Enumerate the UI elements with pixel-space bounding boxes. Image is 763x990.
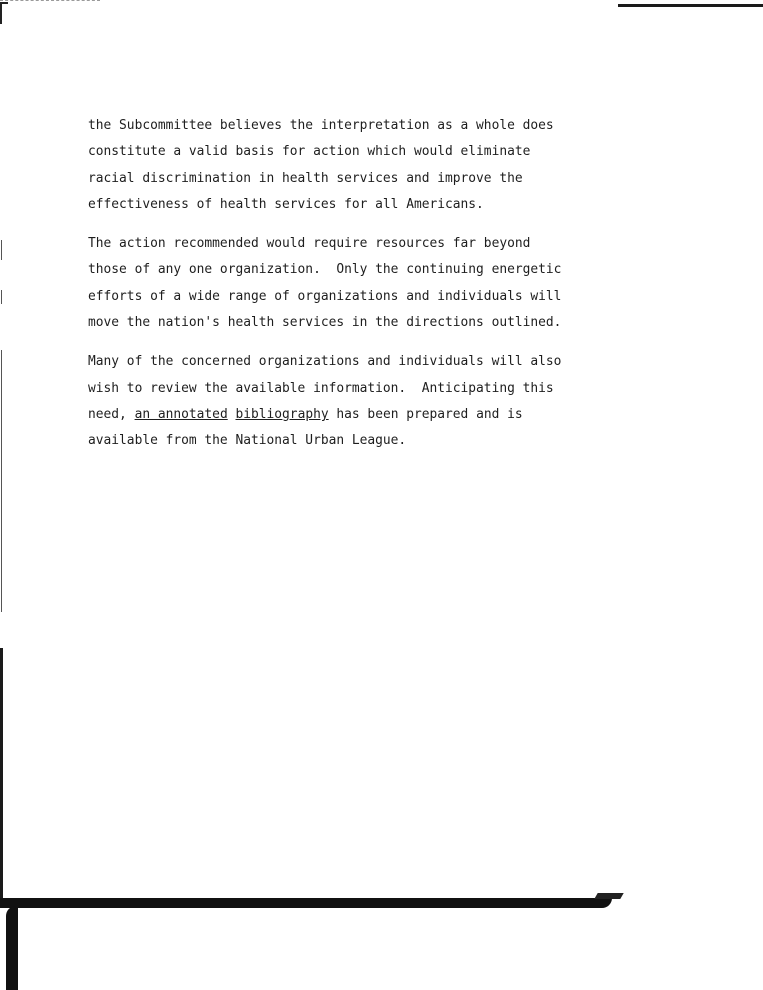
text-line: those of any one organization. Only the continuing energetic xyxy=(88,262,562,278)
scan-left-edge-mark xyxy=(1,240,2,260)
text-line: effectiveness of health services for all Americans. xyxy=(88,196,484,212)
scan-top-rule xyxy=(618,4,763,7)
text-line: constitute a valid basis for action which would eliminate xyxy=(88,144,531,160)
scan-left-edge-mark xyxy=(1,290,2,304)
body-text xyxy=(88,113,608,468)
text-line: Many of the concerned organizations and individuals will also xyxy=(88,354,562,370)
paragraph-1 xyxy=(88,113,608,218)
scan-left-edge-line xyxy=(1,350,2,612)
text-line: The action recommended would require resources far beyond xyxy=(88,236,531,252)
text-line: the Subcommittee believes the interpretation as a whole does xyxy=(88,118,554,133)
paragraph-3 xyxy=(88,349,608,454)
underlined-phrase-annotated: an annotated xyxy=(134,406,228,422)
text-line-with-underline xyxy=(88,402,608,428)
text-segment: has been prepared and is xyxy=(328,406,523,422)
paragraph-2 xyxy=(88,231,608,336)
scan-left-edge-shadow xyxy=(0,648,3,900)
text-line: available from the National Urban League. xyxy=(88,433,407,449)
text-line: wish to review the available information. Anticipating this xyxy=(88,380,554,396)
text-line: racial discrimination in health services and improve the xyxy=(88,170,523,186)
scan-bottom-bar-tip xyxy=(594,893,623,899)
text-segment: need, xyxy=(88,406,135,422)
scan-artifact-dots xyxy=(0,0,100,3)
underlined-word-bibliography: bibliography xyxy=(235,406,329,422)
scan-bottom-shadow-bar xyxy=(0,898,612,908)
scan-bottom-left-shadow xyxy=(6,906,18,990)
text-line: efforts of a wide range of organizations and individuals will xyxy=(88,288,562,304)
scan-corner-mark xyxy=(0,2,8,24)
text-line: move the nation's health services in the directions outlined. xyxy=(88,315,562,331)
